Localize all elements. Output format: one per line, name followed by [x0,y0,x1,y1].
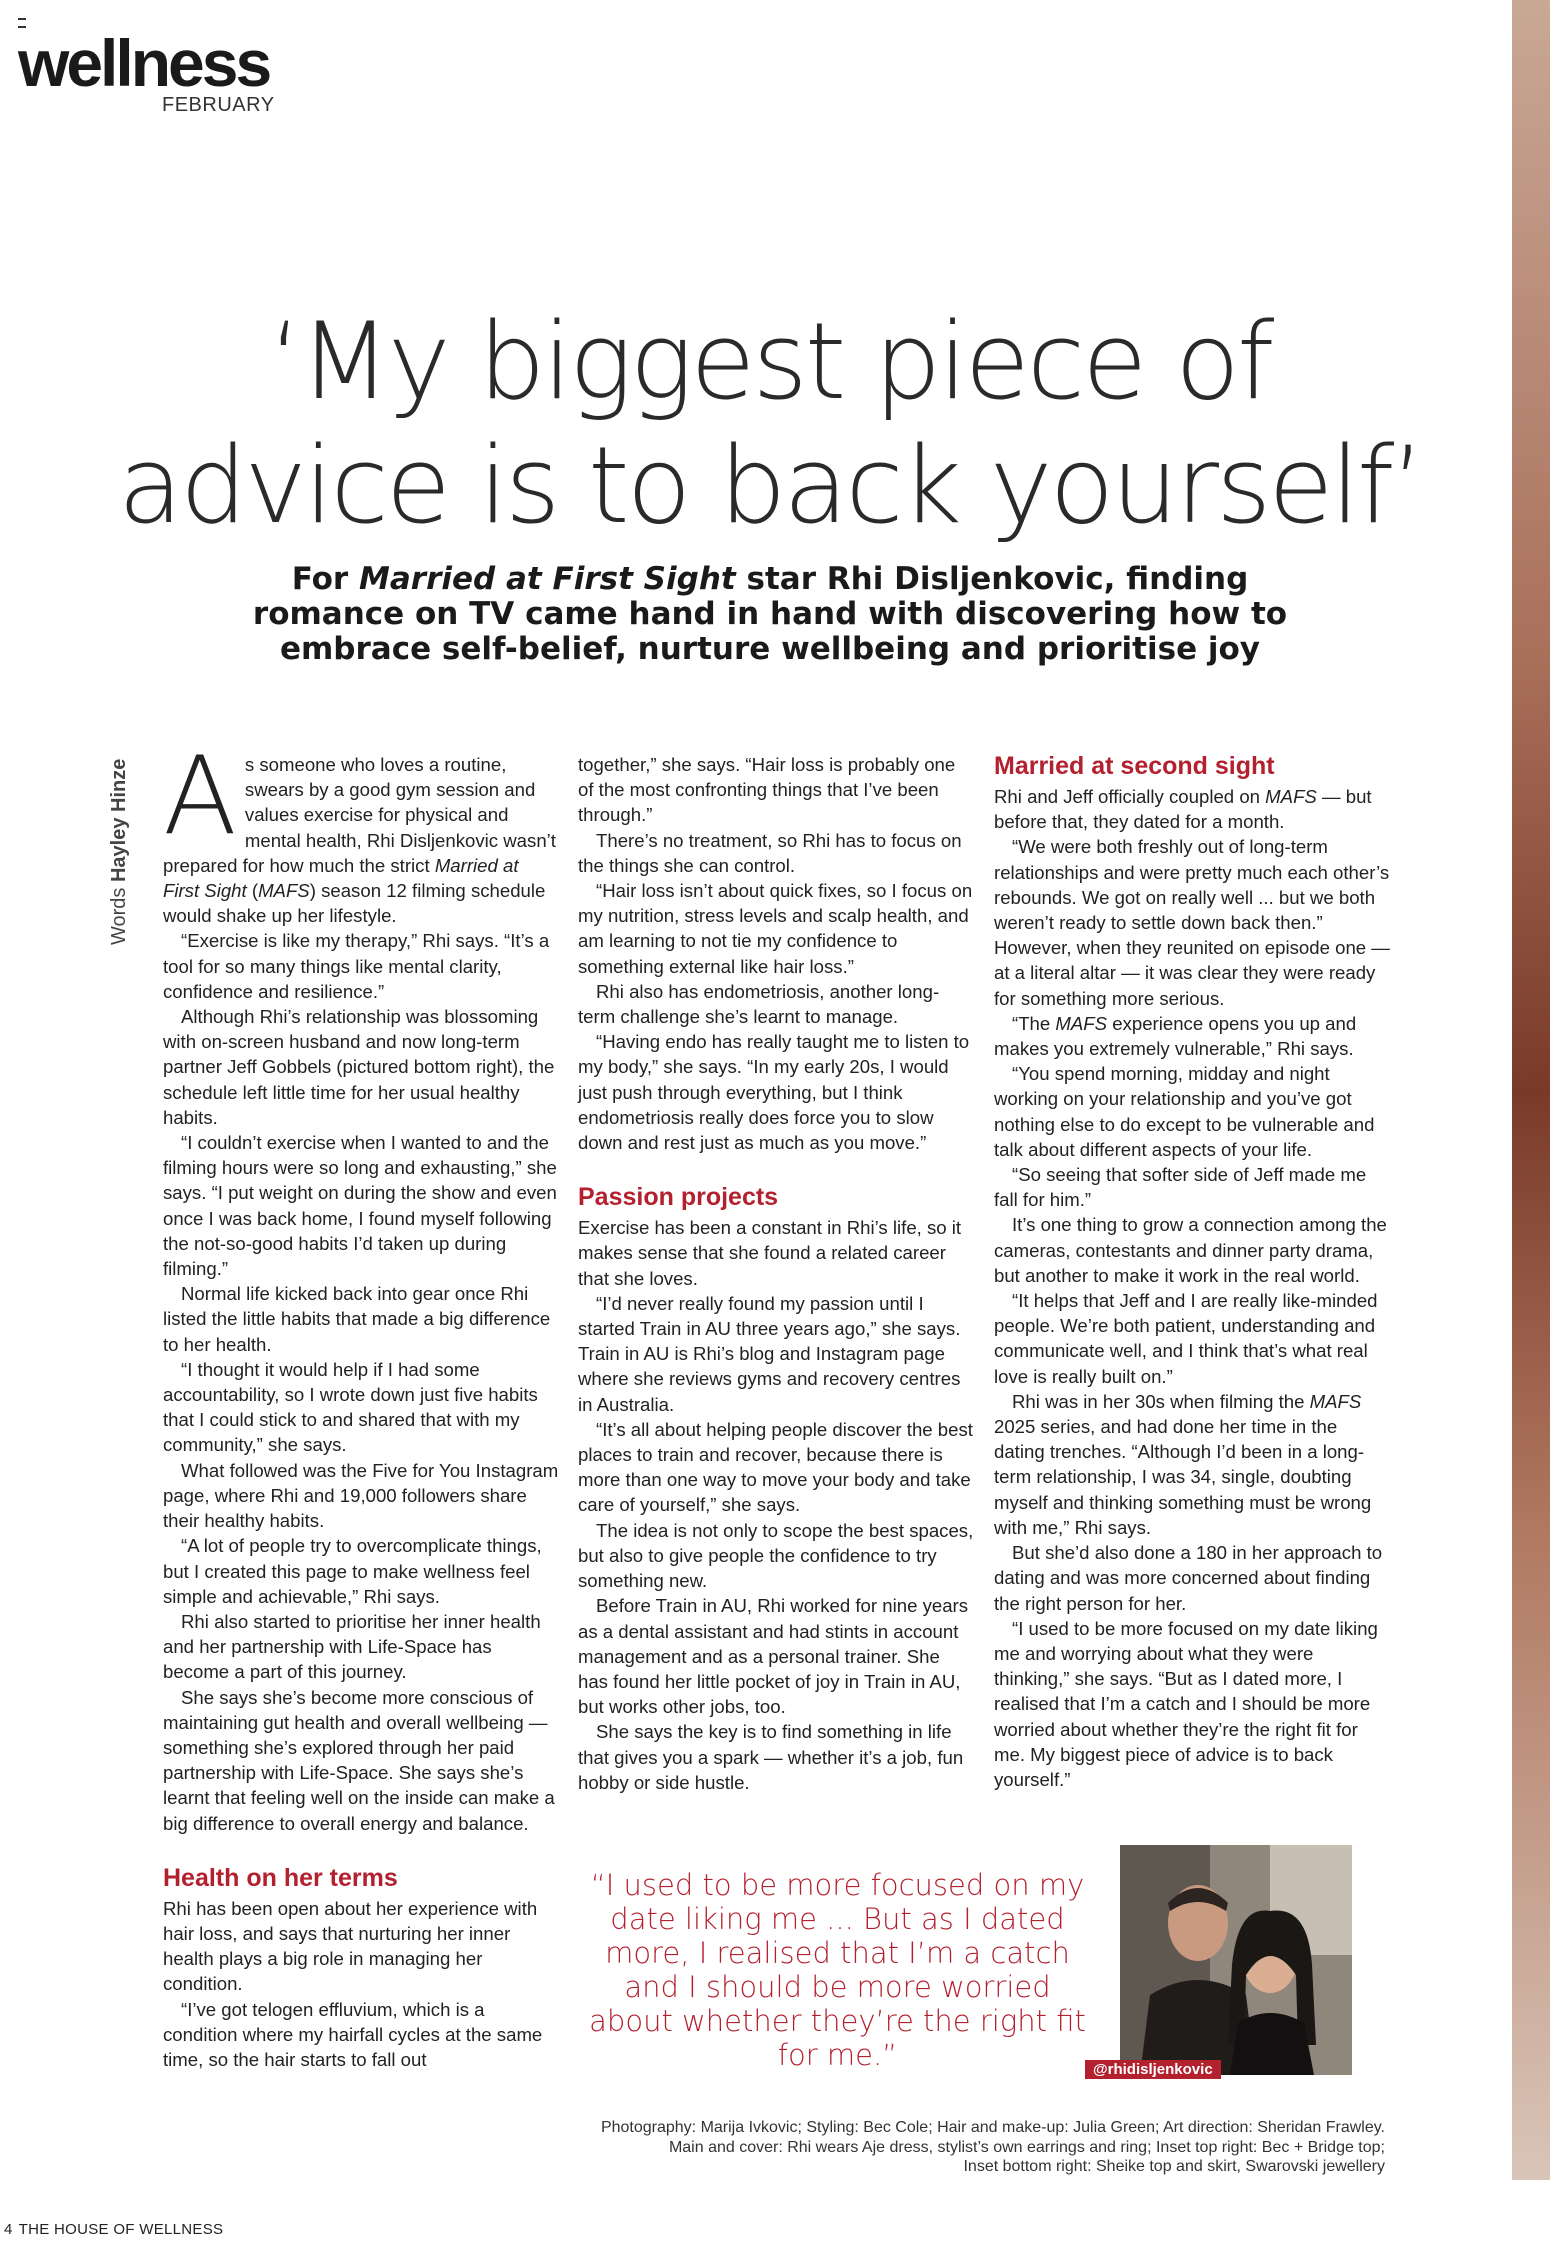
standfirst-line-3: embrace self-belief, nurture wellbeing and prioritise joy [279,631,1261,667]
paragraph: The idea is not only to scope the best spaces, but also to give people the confidence to try something new. [578,1519,974,1592]
article-column-2 [578,752,974,1795]
instagram-handle-badge: @rhidisljenkovic [1085,2060,1221,2079]
paragraph: “It’s all about helping people discover the best places to train and recover, because there is more than one way to move your body and take care of yourself,” she says. [578,1418,973,1516]
paragraph: Rhi also started to prioritise her inner health and her partnership with Life-Space has become a part of this journey. [163,1610,541,1683]
pull-quote: “I used to be more focused on my date liking me ... But as I dated more, I realised that I’m a catch and I should be more worried about whether they’re the right fit for me.” [589,1868,1086,2072]
headline [100,300,1440,548]
credits-line: Main and cover: Rhi wears Aje dress, stylist’s own earrings and ring; Inset top right: Bec + Bridge top; [668,2138,1385,2156]
drop-cap: A [163,734,237,859]
paragraph: Although Rhi’s relationship was blossoming with on-screen husband and now long-term partner Jeff Gobbels (pictured bottom right), the schedule left little time for her usual healthy habits. [163,1006,555,1128]
subheading-health: Health on her terms [163,1863,398,1892]
headline-line-2: advice is to back yourself’ [118,424,1422,547]
paragraph: “You spend morning, midday and night working on your relationship and you’ve got nothing else to do except to be vulnerable and talk about different aspects of your life. [994,1063,1375,1160]
paragraph: “I thought it would help if I had some accountability, so I wrote down just five habits that I could stick to and shared that with my community,” she says. [163,1358,538,1456]
byline: Words Hayley Hinze [108,758,130,945]
standfirst [240,562,1300,667]
paragraph: Rhi was in her 30s when filming the MAFS 2025 series, and had done her time in the dating trenches. “Although I’d been in a long-term relationship, I was 34, single, doubting myself and thinking something must be wrong with me,” Rhi says. [994,1390,1372,1538]
photo-credits [440,2118,1385,2177]
paragraph: She says the key is to find something in life that gives you a spark — whether it’s a job, fun hobby or side hustle. [578,1721,964,1793]
article-column-3 [994,752,1390,1792]
paragraph: “A lot of people try to overcomplicate things, but I created this page to make wellness feel simple and achievable,” Rhi says. [163,1535,542,1607]
section-name: wellness [18,26,270,100]
article-column-1 [163,734,559,2072]
paragraph: It’s one thing to grow a connection among the cameras, contestants and dinner party drama, but another to make it work in the real world. [994,1214,1387,1286]
paragraph: “The MAFS experience opens you up and makes you extremely vulnerable,” Rhi says. [994,1012,1357,1060]
paragraph: Normal life kicked back into gear once Rhi listed the little habits that made a big difference to her health. [163,1283,551,1355]
paragraph: Rhi has been open about her experience with hair loss, and says that nurturing her inner health plays a big role in managing her condition. [163,1897,538,1995]
paragraph: What followed was the Five for You Instagram page, where Rhi and 19,000 followers share their healthy habits. [163,1459,559,1532]
publication-name: THE HOUSE OF WELLNESS [18,2221,224,2238]
paragraph: “So seeing that softer side of Jeff made me fall for him.” [994,1164,1367,1211]
paragraph: together,” she says. “Hair loss is probably one of the most confronting things that I’ve been through.” [578,754,956,826]
paragraph: “I’ve got telogen effluvium, which is a condition where my hairfall cycles at the same time, so the hair starts to fall out [163,1998,543,2070]
standfirst-line-1: For Married at First Sight star Rhi Disljenkovic, finding [291,561,1249,597]
headline-line-1: ‘My biggest piece of [268,300,1272,423]
subheading-second-sight: Married at second sight [994,752,1275,780]
credits-line: Photography: Marija Ivkovic; Styling: Bec Cole; Hair and make-up: Julia Green; Art direction: Sheridan Frawley. [600,2119,1385,2136]
paragraph: “Having endo has really taught me to listen to my body,” she says. “In my early 20s, I would just push through everything, but I think endometriosis really does force you to slow down and rest just as much as you move.” [578,1031,970,1154]
show-title: Married at First Sight [359,561,736,597]
section-month: FEBRUARY [162,94,275,116]
paragraph: Rhi also has endometriosis, another long-term challenge she’s learnt to manage. [578,980,940,1028]
adjacent-page-edge [1512,0,1550,2180]
standfirst-line-2: romance on TV came hand in hand with discovering how to [252,596,1288,632]
paragraph: “Hair loss isn’t about quick fixes, so I focus on my nutrition, stress levels and scalp health, and am learning to not tie my confidence to something external like hair loss.” [578,880,973,977]
paragraph: “Exercise is like my therapy,” Rhi says. “It’s a tool for so many things like mental clarity, confidence and resilience.” [163,930,550,1002]
paragraph: Before Train in AU, Rhi worked for nine years as a dental assistant and had stints in account management and as a personal trainer. She has found her little pocket of joy in Train in AU, but works other jobs, too. [578,1595,969,1718]
paragraph: Exercise has been a constant in Rhi’s life, so it makes sense that she found a related career that she loves. [578,1217,962,1289]
paragraph: But she’d also done a 180 in her approach to dating and was more concerned about finding the right person for her. [994,1542,1383,1614]
paragraph: “I couldn’t exercise when I wanted to and the filming hours were so long and exhausting,” she says. “I put weight on during the show and even once I was back home, I found myself following the not-so-good habits I’d taken up during filming.” [163,1132,557,1280]
couple-photo-illustration [1120,1845,1352,2075]
paragraph: Rhi and Jeff officially coupled on MAFS — but before that, they dated for a month. [994,786,1372,833]
credits-line: Inset bottom right: Sheike top and skirt, Swarovski jewellery [963,2158,1385,2175]
paragraph: “We were both freshly out of long-term relationships and were pretty much each other’s rebounds. We got on really well ... but we both weren’t ready to settle down back then.” However, when they reunited on episode one — at a literal altar — it was clear they were ready for something more serious. [994,836,1390,1009]
paragraph: There’s no treatment, so Rhi has to focus on the things she can control. [578,829,962,876]
couple-photo [1120,1845,1352,2075]
subheading-passion: Passion projects [578,1183,779,1212]
paragraph: “I’d never really found my passion until I started Train in AU three years ago,” she says. Train in AU is Rhi’s blog and Instagram page where she reviews gyms and recovery centres in Australia. [578,1292,961,1415]
opening-paragraph: As someone who loves a routine, swears by a good gym session and values exercise for physical and mental health, Rhi Disljenkovic wasn’t prepared for how much the strict Married at First Sight (MAFS) season 12 filming schedule would shake up her lifestyle. [163,734,556,927]
page-number: 4 [4,2221,13,2238]
author-name: Hayley Hinze [108,758,130,883]
page-footer [4,2221,223,2238]
paragraph: “I used to be more focused on my date liking me and worrying about what they were thinking,” she says. “But as I dated more, I realised that I’m a catch and I should be more worried about whether they’re the right fit for me. My biggest piece of advice is to back yourself.” [994,1617,1378,1790]
paragraph: “It helps that Jeff and I are really like-minded people. We’re both patient, understanding and communicate well, and I think that’s what real love is really built on.” [994,1290,1378,1387]
paragraph: She says she’s become more conscious of maintaining gut health and overall wellbeing — something she’s explored through her paid partnership with Life-Space. She says she’s learnt that feeling well on the inside can make a big difference to overall energy and balance. [163,1686,555,1834]
